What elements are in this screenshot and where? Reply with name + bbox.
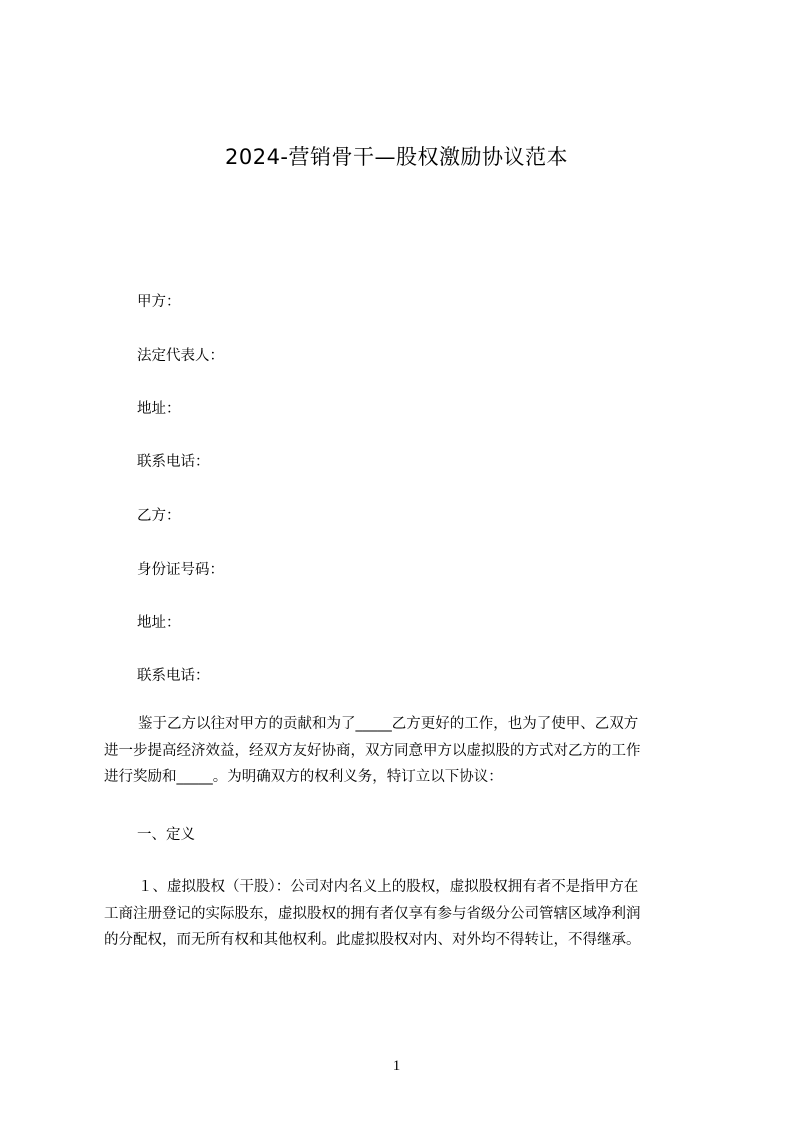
document-title: 2024-营销骨干—股权激励协议范本 — [224, 145, 569, 169]
party-b-address-label: 地址： — [137, 615, 181, 631]
preamble-line: 鉴于乙方以往对甲方的贡献和为了_____乙方更好的工作，也为了使甲、乙双方 — [138, 716, 639, 732]
preamble-line: 进一步提高经济效益，经双方友好协商，双方同意甲方以虚拟股的方式对乙方的工作 — [104, 742, 641, 759]
party-b-label: 乙方： — [137, 508, 181, 524]
clause-line: 的分配权，而无所有权和其他权利。此虚拟股权对内、对外均不得转让，不得继承。 — [104, 932, 641, 949]
clause-line: １、虚拟股权（干股）：公司对内名义上的股权，虚拟股权拥有者不是指甲方在 — [138, 879, 639, 895]
party-b-id-number-label: 身份证号码： — [137, 562, 224, 578]
party-a-label: 甲方： — [137, 294, 181, 310]
clause-1-paragraph — [104, 874, 702, 954]
legal-representative-label: 法定代表人： — [137, 348, 224, 364]
party-b-phone-label: 联系电话： — [137, 668, 210, 684]
preamble-paragraph — [104, 711, 702, 791]
party-a-address-label: 地址： — [137, 401, 181, 417]
page-number: 1 — [392, 1058, 401, 1074]
party-a-phone-label: 联系电话： — [137, 454, 210, 470]
section-heading-definitions: 一、定义 — [137, 827, 195, 843]
preamble-line: 进行奖励和_____。为明确双方的权利义务，特订立以下协议： — [104, 769, 503, 786]
clause-line: 工商注册登记的实际股东，虚拟股权的拥有者仅享有参与省级分公司管辖区域净利润 — [104, 905, 641, 922]
